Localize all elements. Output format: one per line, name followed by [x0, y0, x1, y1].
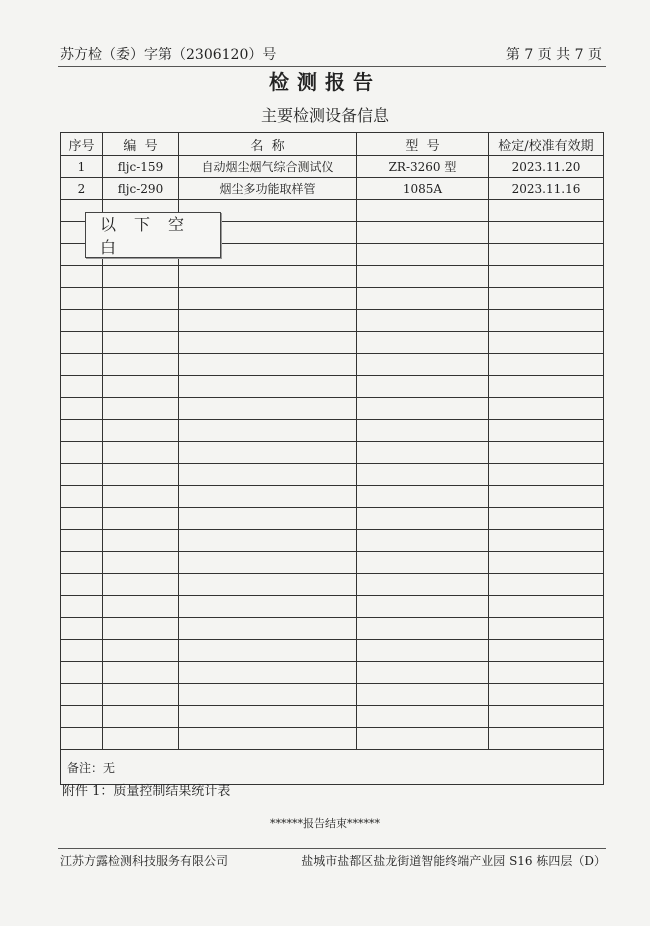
- table-cell: [103, 442, 179, 464]
- table-cell: [103, 310, 179, 332]
- table-cell: [103, 728, 179, 750]
- table-cell: ZR-3260 型: [357, 156, 489, 178]
- section-title: 主要检测设备信息: [260, 106, 389, 125]
- table-cell: [179, 442, 357, 464]
- table-cell: [61, 398, 103, 420]
- table-cell: [179, 420, 357, 442]
- table-cell: [357, 376, 489, 398]
- table-cell: [103, 640, 179, 662]
- table-cell: fljc-159: [103, 156, 179, 178]
- footer-address: 盐城市盐都区盐龙街道智能终端产业园 S16 栋四层（D）: [301, 854, 606, 868]
- table-cell: 1: [61, 156, 103, 178]
- table-row: [61, 618, 604, 640]
- table-cell: [489, 222, 604, 244]
- table-cell: [61, 266, 103, 288]
- table-row: [61, 552, 604, 574]
- table-row: [61, 596, 604, 618]
- footer-divider: [58, 848, 606, 849]
- table-cell: [357, 266, 489, 288]
- table-cell: [61, 574, 103, 596]
- table-cell: [357, 574, 489, 596]
- table-cell: [179, 332, 357, 354]
- table-cell: [489, 354, 604, 376]
- table-cell: [61, 662, 103, 684]
- table-cell: [103, 420, 179, 442]
- table-row: [61, 332, 604, 354]
- table-cell: [357, 530, 489, 552]
- table-cell: [489, 552, 604, 574]
- table-cell: [179, 464, 357, 486]
- table-cell: [61, 332, 103, 354]
- table-row: [61, 728, 604, 750]
- table-cell: 烟尘多功能取样管: [179, 178, 357, 200]
- table-cell: [103, 288, 179, 310]
- table-cell: [179, 508, 357, 530]
- table-cell: [489, 508, 604, 530]
- table-cell: [61, 420, 103, 442]
- table-cell: [179, 662, 357, 684]
- attachment-note: 附件 1：质量控制结果统计表: [62, 784, 231, 799]
- table-cell: [489, 618, 604, 640]
- table-cell: [179, 574, 357, 596]
- table-row: [61, 310, 604, 332]
- table-row: [61, 486, 604, 508]
- table-cell: [103, 596, 179, 618]
- table-cell: [103, 508, 179, 530]
- table-cell: 2023.11.16: [489, 178, 604, 200]
- table-cell: [179, 288, 357, 310]
- table-cell: [357, 288, 489, 310]
- table-cell: [61, 310, 103, 332]
- table-cell: 自动烟尘烟气综合测试仪: [179, 156, 357, 178]
- table-cell: [103, 486, 179, 508]
- table-cell: [61, 376, 103, 398]
- table-cell: [357, 684, 489, 706]
- table-cell: 2: [61, 178, 103, 200]
- table-row: [61, 442, 604, 464]
- table-cell: [61, 354, 103, 376]
- table-row: [61, 662, 604, 684]
- table-cell: [357, 508, 489, 530]
- table-cell: [357, 442, 489, 464]
- table-cell: [179, 266, 357, 288]
- footer-company: 江苏方露检测科技服务有限公司: [60, 854, 229, 868]
- table-cell: [357, 398, 489, 420]
- table-cell: [489, 596, 604, 618]
- table-cell: [357, 354, 489, 376]
- table-cell: [357, 222, 489, 244]
- table-cell: [179, 618, 357, 640]
- table-row: [61, 178, 604, 200]
- table-cell: [179, 310, 357, 332]
- table-cell: [357, 486, 489, 508]
- table-cell: [489, 266, 604, 288]
- note-cell: 备注：无: [61, 750, 604, 785]
- table-cell: [179, 486, 357, 508]
- table-cell: [103, 332, 179, 354]
- table-header-row: [61, 133, 604, 156]
- table-cell: [489, 574, 604, 596]
- table-cell: [179, 354, 357, 376]
- table-row: [61, 706, 604, 728]
- table-cell: [179, 376, 357, 398]
- table-cell: [357, 244, 489, 266]
- table-cell: [489, 530, 604, 552]
- table-row: [61, 420, 604, 442]
- table-cell: [489, 486, 604, 508]
- blank-below-stamp: 以下空白: [85, 212, 221, 258]
- table-cell: [103, 398, 179, 420]
- table-row: [61, 354, 604, 376]
- table-cell: [489, 684, 604, 706]
- table-cell: [179, 398, 357, 420]
- table-cell: [61, 486, 103, 508]
- page-title: 检测报告: [269, 70, 381, 94]
- table-row: [61, 376, 604, 398]
- table-cell: 2023.11.20: [489, 156, 604, 178]
- table-cell: [357, 728, 489, 750]
- table-cell: [103, 706, 179, 728]
- column-header: 型 号: [357, 133, 489, 156]
- table-cell: [489, 420, 604, 442]
- table-cell: [103, 376, 179, 398]
- table-row: [61, 574, 604, 596]
- table-cell: [61, 552, 103, 574]
- column-header: 序号: [61, 133, 103, 156]
- table-cell: fljc-290: [103, 178, 179, 200]
- table-cell: [61, 508, 103, 530]
- table-cell: [179, 728, 357, 750]
- table-cell: [357, 552, 489, 574]
- table-cell: [61, 596, 103, 618]
- table-cell: [489, 200, 604, 222]
- table-row: [61, 684, 604, 706]
- table-cell: [179, 530, 357, 552]
- table-row: [61, 398, 604, 420]
- table-cell: [489, 464, 604, 486]
- table-row: [61, 464, 604, 486]
- table-cell: [179, 706, 357, 728]
- table-cell: [357, 706, 489, 728]
- report-number: 苏方检（委）字第（2306120）号: [60, 47, 277, 63]
- table-cell: [61, 728, 103, 750]
- table-cell: [489, 244, 604, 266]
- column-header: 名 称: [179, 133, 357, 156]
- table-cell: [179, 640, 357, 662]
- table-cell: [489, 728, 604, 750]
- table-cell: [103, 530, 179, 552]
- table-cell: [61, 442, 103, 464]
- table-cell: 1085A: [357, 178, 489, 200]
- table-cell: [489, 442, 604, 464]
- table-cell: [357, 464, 489, 486]
- table-cell: [357, 640, 489, 662]
- table-cell: [103, 662, 179, 684]
- table-cell: [179, 684, 357, 706]
- table-cell: [489, 310, 604, 332]
- table-row: [61, 508, 604, 530]
- table-cell: [103, 552, 179, 574]
- table-cell: [103, 464, 179, 486]
- table-cell: [489, 640, 604, 662]
- table-cell: [103, 618, 179, 640]
- table-cell: [489, 332, 604, 354]
- table-cell: [61, 618, 103, 640]
- table-row: [61, 156, 604, 178]
- column-header: 编 号: [103, 133, 179, 156]
- table-cell: [61, 640, 103, 662]
- column-header: 检定/校准有效期: [489, 133, 604, 156]
- table-row: [61, 266, 604, 288]
- table-cell: [103, 684, 179, 706]
- table-cell: [179, 552, 357, 574]
- table-cell: [103, 574, 179, 596]
- table-row: [61, 530, 604, 552]
- table-cell: [489, 662, 604, 684]
- table-cell: [61, 464, 103, 486]
- table-cell: [489, 288, 604, 310]
- table-row: [61, 640, 604, 662]
- table-cell: [61, 684, 103, 706]
- table-cell: [357, 200, 489, 222]
- table-cell: [61, 706, 103, 728]
- table-cell: [357, 332, 489, 354]
- report-end-mark: ******报告结束******: [270, 817, 380, 830]
- table-cell: [357, 662, 489, 684]
- table-cell: [103, 266, 179, 288]
- table-cell: [61, 288, 103, 310]
- table-cell: [489, 398, 604, 420]
- table-cell: [179, 596, 357, 618]
- table-cell: [357, 420, 489, 442]
- table-row: [61, 288, 604, 310]
- page-indicator: 第 7 页 共 7 页: [505, 47, 602, 63]
- table-cell: [61, 530, 103, 552]
- table-cell: [489, 706, 604, 728]
- table-cell: [357, 618, 489, 640]
- table-cell: [489, 376, 604, 398]
- table-cell: [357, 596, 489, 618]
- table-cell: [103, 354, 179, 376]
- table-cell: [357, 310, 489, 332]
